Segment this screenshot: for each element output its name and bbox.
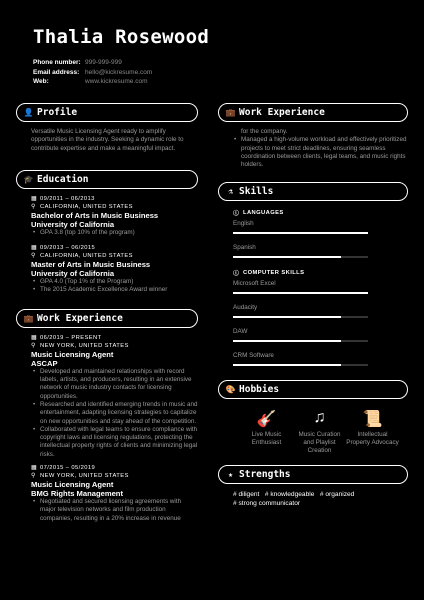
hobbies-list (218, 409, 408, 455)
entry-dates: ▦ 09/2013 – 06/2015 (31, 245, 96, 252)
entry-location: ⚲ NEW YORK, UNITED STATES (31, 473, 129, 480)
web-label: Web: (33, 78, 49, 85)
hobbies-heading: Hobbies (239, 384, 280, 396)
work-entry-2 (16, 464, 198, 523)
candidate-name: Thalia Rosewood (33, 26, 210, 48)
skill-crm: CRM Software (233, 352, 274, 360)
skill-excel: Microsoft Excel (233, 280, 276, 288)
work-heading: Work Experience (37, 312, 123, 324)
work-continued-section-header (218, 103, 408, 122)
skill-audacity: Audacity (233, 304, 258, 312)
calendar-icon: ▦ (31, 245, 38, 252)
skill-group-computer: ⓘ COMPUTER SKILLS (233, 269, 305, 278)
profile-summary: Versatile Music Licensing Agent ready to amplify opportunities in the industry. Seeking a dynamic role to contribute expertise and make a meaningful impact. (31, 128, 184, 152)
entry-location: ⚲ CALIFORNIA, UNITED STATES (31, 253, 133, 260)
list-item: • The 2015 Academic Excellence Award winner (31, 286, 198, 294)
strengths-tags (218, 490, 408, 508)
company-name: ASCAP (31, 358, 58, 368)
hobby-item: ♫ Music Curation and Playlist Creation (293, 409, 346, 455)
skill-level-bar (233, 292, 368, 294)
strengths-line-1: # diligent # knowledgeable # organized (233, 491, 355, 499)
skill-level-bar (233, 340, 368, 342)
work-section-header (16, 309, 198, 328)
star-icon: ★ (228, 470, 233, 480)
strengths-line-2: # strong communicator (233, 500, 301, 508)
entry-location: ⚲ CALIFORNIA, UNITED STATES (31, 203, 133, 210)
info-icon: ⓘ (233, 271, 240, 278)
list-item: • Researched and identified emerging trends in music and entertainment, adapting licensing strategies to capitalize on new opportunities and stay ahead of the competition. (31, 401, 198, 426)
calendar-icon: ▦ (31, 465, 38, 472)
skill-daw: DAW (233, 328, 248, 336)
graduation-cap-icon: 🎓 (23, 174, 34, 184)
right-column (218, 103, 408, 508)
skill-spanish: Spanish (233, 244, 256, 252)
skill-level-bar (233, 232, 368, 234)
degree-title: Master of Arts in Music Business (31, 260, 151, 270)
music-note-icon: ♫ (313, 409, 326, 427)
skills-heading: Skills (239, 186, 274, 198)
flask-icon: ⚗ (228, 187, 233, 197)
education-heading: Education (37, 173, 89, 185)
list-item: • GPA 4.0 (Top 1% of the Program) (31, 278, 198, 286)
location-pin-icon: ⚲ (31, 473, 36, 480)
calendar-icon: ▦ (31, 195, 38, 202)
web-value[interactable]: www.kickresume.com (85, 78, 148, 85)
job-title: Music Licensing Agent (31, 480, 114, 490)
list-item: • Managed a high-volume workload and effectively prioritized projects to meet strict deadlines, ensuring seamless coordination between clients, legal teams, and music rights holders. (232, 136, 408, 169)
hobbies-section-header (218, 380, 408, 399)
strengths-section-header (218, 465, 408, 484)
work-entry-1 (16, 334, 198, 459)
list-item: • Collaborated with legal teams to ensure compliance with copyright laws and licensing regulations, protecting the intellectual property rights of clients and minimizing legal risks. (31, 426, 198, 459)
degree-title: Bachelor of Arts in Music Business (31, 210, 159, 220)
palette-icon: 🎨 (225, 385, 236, 395)
education-entry-1 (16, 195, 198, 237)
list-item: • GPA 3.8 (top 10% of the program) (31, 229, 198, 237)
work-continued-heading: Work Experience (239, 107, 325, 118)
profile-section-header (16, 103, 198, 122)
company-name: BMG Rights Management (31, 489, 123, 499)
education-section-header (16, 170, 198, 189)
list-item: • Negotiated and secured licensing agreements with major television networks and film production companies, resulting in a 20% increase in revenue (31, 498, 198, 523)
location-pin-icon: ⚲ (31, 253, 36, 260)
entry-location: ⚲ NEW YORK, UNITED STATES (31, 342, 129, 349)
entry-dates: ▦ 09/2011 – 06/2013 (31, 195, 95, 202)
work-continuation-text: for the company. (241, 128, 288, 135)
job-title: Music Licensing Agent (31, 349, 114, 359)
contact-info (33, 58, 152, 87)
calendar-icon: ▦ (31, 334, 38, 341)
skill-level-bar (233, 316, 368, 318)
phone-value: 999-999-999 (85, 59, 122, 66)
info-icon: ⓘ (233, 211, 240, 218)
skill-group-languages: ⓘ LANGUAGES (233, 209, 284, 218)
education-entry-2 (16, 244, 198, 295)
left-column (16, 103, 198, 523)
briefcase-icon: 💼 (23, 313, 34, 323)
email-label: Email address: (33, 68, 80, 76)
location-pin-icon: ⚲ (31, 203, 36, 210)
skills-section-header (218, 182, 408, 201)
school-name: University of California (31, 219, 115, 229)
phone-label: Phone number: (33, 59, 81, 66)
list-item: • Developed and maintained relationships with record labels, artists, and producers, resulting in an extensive network of music industry contacts for licensing opportunities. (31, 368, 198, 401)
skills-list (218, 208, 408, 366)
guitar-icon: 🎸 (256, 411, 277, 429)
email-value[interactable]: hello@kickresume.com (85, 68, 153, 76)
skill-level-bar (233, 256, 368, 258)
entry-dates: ▦ 06/2019 – PRESENT (31, 334, 102, 341)
skill-english: English (233, 220, 254, 228)
skill-level-bar (233, 364, 368, 366)
profile-heading: Profile (37, 107, 78, 118)
school-name: University of California (31, 269, 115, 279)
strengths-heading: Strengths (239, 469, 291, 481)
hobby-item: 🎸 Live Music Enthusiast (240, 409, 293, 455)
person-icon: 👤 (23, 108, 34, 117)
entry-dates: ▦ 07/2015 – 05/2019 (31, 465, 96, 472)
certificate-icon: 📜 (362, 411, 383, 429)
briefcase-icon: 💼 (225, 108, 236, 117)
hobby-item: 📜 Intellectual Property Advocacy (346, 411, 399, 447)
location-pin-icon: ⚲ (31, 342, 36, 349)
